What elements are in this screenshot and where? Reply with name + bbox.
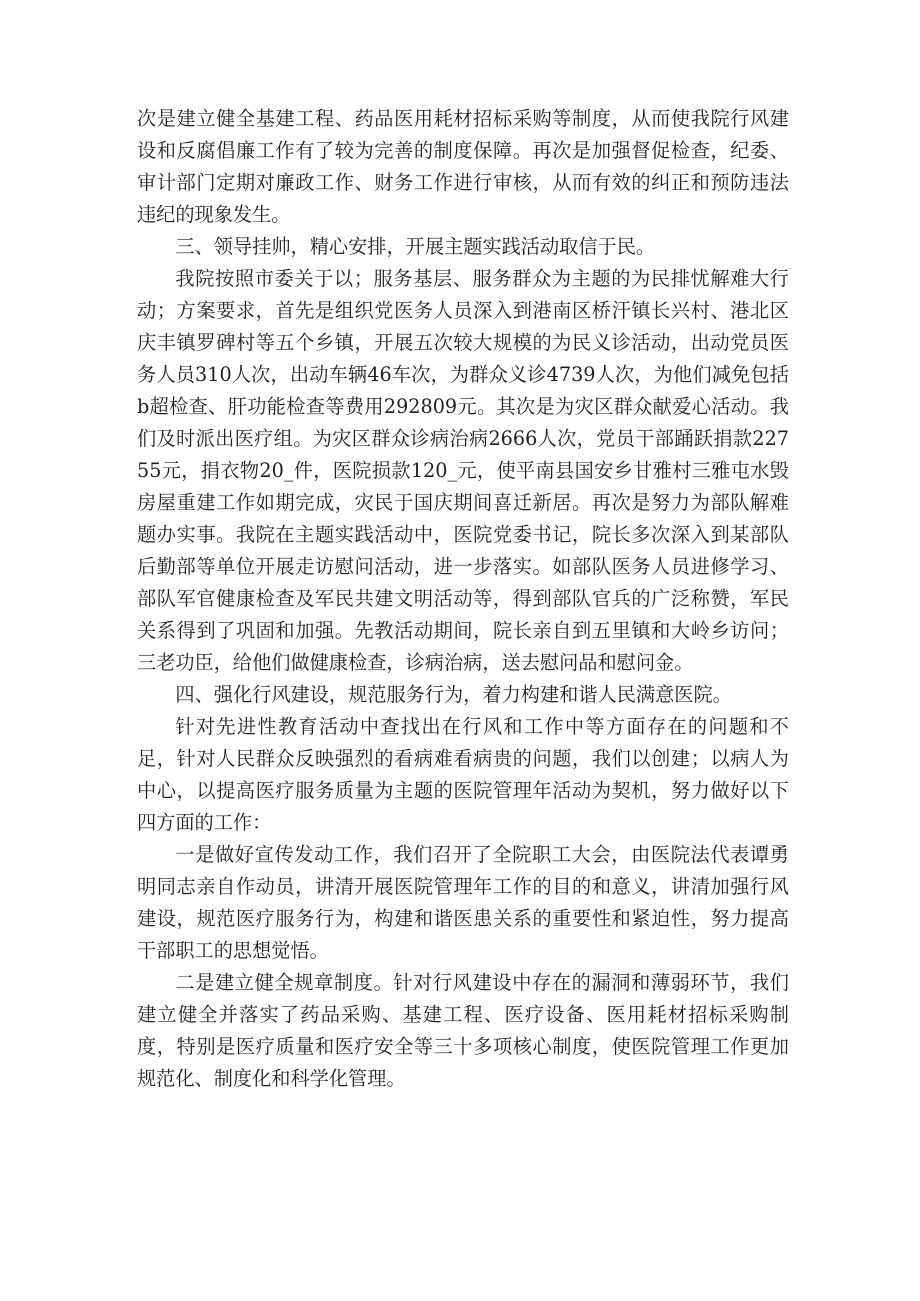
paragraph-1: 次是建立健全基建工程、药品医用耗材招标采购等制度，从而使我院行风建设和反腐倡廉工作有了较为完善的制度保障。再次是加强督促检查，纪委、审计部门定期对廉政工作、财务工作进行审核，从而有效的纠正和预防违法违纪的现象发生。 — [137, 107, 789, 226]
paragraph-3: 我院按照市委关于以；服务基层、服务群众为主题的为民排忧解难大行动；方案要求，首先是组织党医务人员深入到港南区桥汗镇长兴村、港北区庆丰镇罗碑村等五个乡镇，开展五次较大规模的为民义诊活动，出动党员医务人员310人次，出动车辆46车次，为群众义诊4739人次，为他们减免包括b超检查、肝功能检查等费用292809元。其次是为灾区群众献爱心活动。我们及时派出医疗组。为灾区群众诊病治病2666人次，党员干部踊跃捐款22755元，捐衣物20_件，医院损款120_元，使平南县国安乡甘雅村三雅屯水毁房屋重建工作如期完成，灾民于国庆期间喜迁新居。再次是努力为部队解难题办实事。我院在主题实践活动中，医院党委书记，院长多次深入到某部队后勤部等单位开展走访慰问活动，进一步落实。如部队医务人员进修学习、部队军官健康检查及军民共建文明活动等，得到部队官兵的广泛称赞，军民关系得到了巩固和加强。先教活动期间，院长亲自到五里镇和大岭乡访问；三老功臣，给他们做健康检查，诊病治病，送去慰问品和慰问金。 — [137, 267, 789, 674]
paragraph-5: 针对先进性教育活动中查找出在行风和工作中等方面存在的问题和不足，针对人民群众反映强烈的看病难看病贵的问题，我们以创建；以病人为中心，以提高医疗服务质量为主题的医院管理年活动为契机，努力做好以下四方面的工作： — [137, 715, 789, 834]
paragraph-6: 一是做好宣传发动工作，我们召开了全院职工大会，由医院法代表谭勇明同志亲自作动员，讲清开展医院管理年工作的目的和意义，讲清加强行风建设，规范医疗服务行为，构建和谐医患关系的重要性和紧迫性，努力提高干部职工的思想觉悟。 — [137, 843, 789, 962]
paragraph-7: 二是建立健全规章制度。针对行风建设中存在的漏洞和薄弱环节，我们建立健全并落实了药品采购、基建工程、医疗设备、医用耗材招标采购制度，特别是医疗质量和医疗安全等三十多项核心制度，使医院管理工作更加规范化、制度化和科学化管理。 — [137, 971, 789, 1090]
section-heading-4: 四、强化行风建设，规范服务行为，着力构建和谐人民满意医院。 — [175, 683, 732, 706]
section-heading-3: 三、领导挂帅，精心安排，开展主题实践活动取信于民。 — [175, 235, 656, 258]
document-page — [137, 103, 789, 1095]
